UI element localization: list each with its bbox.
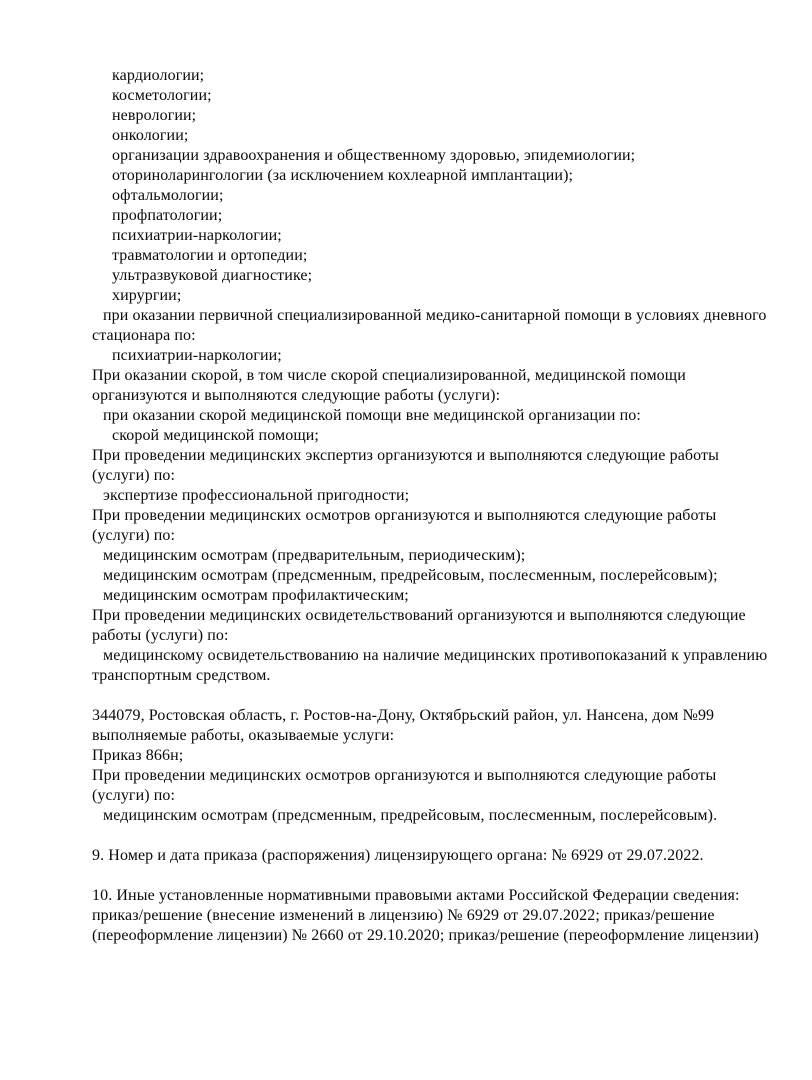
text-line: при оказании скорой медицинской помощи вне медицинской организации по: <box>103 407 641 424</box>
text-line: (услуги) по: <box>92 527 176 544</box>
text-line: приказ/решение (внесение изменений в лицензию) № 6929 от 29.07.2022; приказ/решение <box>92 907 715 924</box>
text-line: При проведении медицинских освидетельствований организуются и выполняются следующие <box>92 607 746 624</box>
text-line <box>92 826 782 846</box>
text-line: (переоформление лицензии) № 2660 от 29.10.2020; приказ/решение (переоформление лицензии) <box>92 927 759 944</box>
text-line: При проведении медицинских осмотров организуются и выполняются следующие работы <box>92 507 717 524</box>
text-line <box>92 866 782 886</box>
text-line: оториноларингологии (за исключением кохлеарной имплантации); <box>112 167 574 184</box>
text-line: медицинским осмотрам (предварительным, периодическим); <box>103 547 526 564</box>
text-line: косметологии; <box>112 87 212 104</box>
text-line: медицинским осмотрам (предсменным, предрейсовым, послесменным, послерейсовым). <box>103 807 718 824</box>
text-line: 9. Номер и дата приказа (распоряжения) лицензирующего органа: № 6929 от 29.07.2022. <box>92 847 704 864</box>
text-line: При оказании скорой, в том числе скорой специализированной, медицинской помощи <box>92 367 686 384</box>
text-line: организации здравоохранения и общественному здоровью, эпидемиологии; <box>112 147 636 164</box>
text-line: организуются и выполняются следующие работы (услуги): <box>92 387 501 404</box>
text-line: Приказ 866н; <box>92 747 184 764</box>
text-line: офтальмологии; <box>112 187 224 204</box>
text-line: медицинским осмотрам профилактическим; <box>103 587 409 604</box>
text-line: профпатологии; <box>112 207 223 224</box>
text-line: транспортным средством. <box>92 667 271 684</box>
text-line: психиатрии-наркологии; <box>112 227 282 244</box>
document-text-block <box>92 66 782 946</box>
text-line <box>92 686 782 706</box>
text-line: хирургии; <box>112 287 182 304</box>
text-line: При проведении медицинских осмотров организуются и выполняются следующие работы <box>92 767 717 784</box>
text-line: При проведении медицинских экспертиз организуются и выполняются следующие работы <box>92 447 719 464</box>
text-line: травматологии и ортопедии; <box>112 247 308 264</box>
text-line: экспертизе профессиональной пригодности; <box>103 487 410 504</box>
text-line: стационара по: <box>92 327 196 344</box>
text-line: онкологии; <box>112 127 189 144</box>
text-line: 344079, Ростовская область, г. Ростов-на-Дону, Октябрьский район, ул. Нансена, дом №99 <box>92 707 715 724</box>
text-line: при оказании первичной специализированной медико-санитарной помощи в условиях дневного <box>103 307 767 324</box>
text-line: 10. Иные установленные нормативными правовыми актами Российской Федерации сведения: <box>92 887 740 904</box>
text-line: кардиологии; <box>112 67 205 84</box>
text-line: (услуги) по: <box>92 787 176 804</box>
text-line: неврологии; <box>112 107 197 124</box>
text-line: ультразвуковой диагностике; <box>112 267 313 284</box>
text-line: скорой медицинской помощи; <box>112 427 319 444</box>
text-line: медицинским осмотрам (предсменным, предрейсовым, послесменным, послерейсовым); <box>103 567 718 584</box>
text-line: выполняемые работы, оказываемые услуги: <box>92 727 395 744</box>
text-line: работы (услуги) по: <box>92 627 229 644</box>
text-line: (услуги) по: <box>92 467 176 484</box>
text-line: медицинскому освидетельствованию на наличие медицинских противопоказаний к управлению <box>103 647 768 664</box>
text-line: психиатрии-наркологии; <box>112 347 282 364</box>
